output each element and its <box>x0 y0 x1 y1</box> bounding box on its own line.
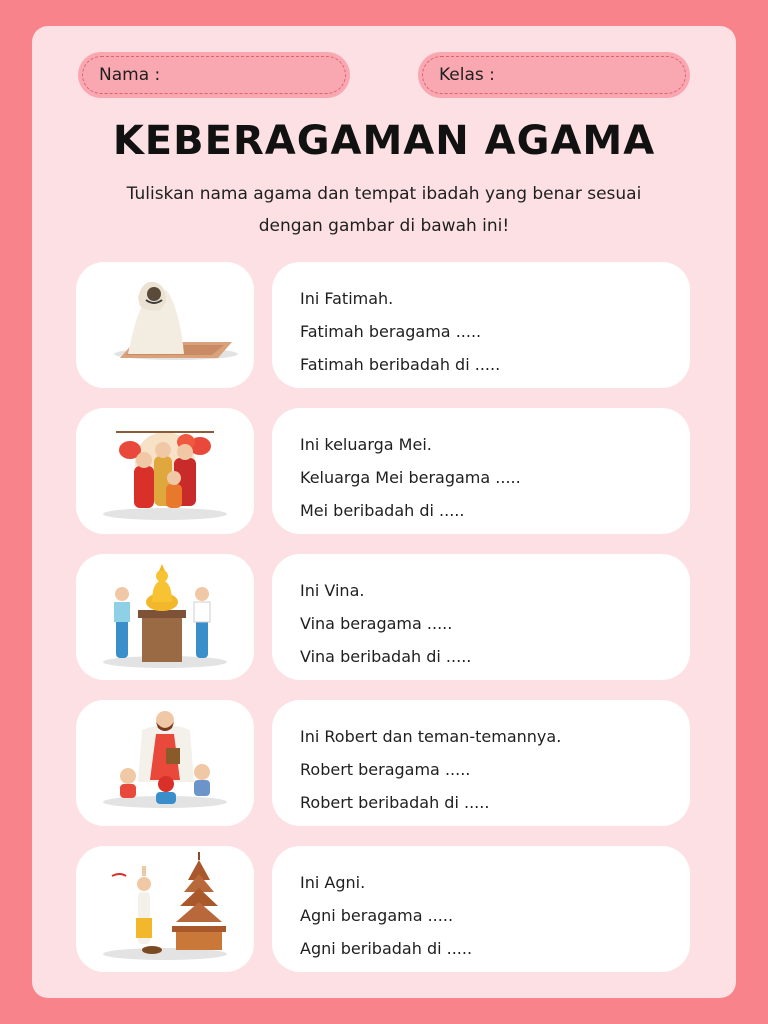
card-row <box>76 554 692 682</box>
intro-text: Ini Fatimah. <box>300 289 394 308</box>
chinese-family-icon <box>76 408 254 534</box>
intro-text: Ini Robert dan teman-temannya. <box>300 727 562 746</box>
religion-question: Vina beragama ..... <box>300 614 453 633</box>
religion-question: Fatimah beragama ..... <box>300 322 482 341</box>
worship-place-question: Mei beribadah di ..... <box>300 501 465 520</box>
intro-text: Ini keluarga Mei. <box>300 435 432 454</box>
priest-children-icon <box>76 700 254 826</box>
worksheet <box>32 26 736 998</box>
card-row <box>76 408 692 536</box>
name-label: Nama : <box>99 65 161 85</box>
text-card <box>272 262 690 388</box>
text-card <box>272 700 690 826</box>
page-title: KEBERAGAMAN AGAMA <box>112 118 656 164</box>
religion-question: Keluarga Mei beragama ..... <box>300 468 521 487</box>
card-row <box>76 700 692 828</box>
image-card <box>76 408 254 534</box>
instruction <box>92 178 676 242</box>
image-card <box>76 700 254 826</box>
text-card <box>272 554 690 680</box>
worship-place-question: Fatimah beribadah di ..... <box>300 355 501 374</box>
name-field-border <box>82 56 346 94</box>
religion-question: Robert beragama ..... <box>300 760 471 779</box>
intro-text: Ini Vina. <box>300 581 365 600</box>
card-row <box>76 846 692 974</box>
buddha-statue-icon <box>76 554 254 680</box>
worship-place-question: Robert beribadah di ..... <box>300 793 490 812</box>
class-field-border <box>422 56 686 94</box>
intro-text: Ini Agni. <box>300 873 366 892</box>
text-card <box>272 408 690 534</box>
image-card <box>76 262 254 388</box>
text-card <box>272 846 690 972</box>
instruction-line-1: Tuliskan nama agama dan tempat ibadah yang benar sesuai <box>126 184 642 204</box>
balinese-temple-icon <box>76 846 254 972</box>
praying-woman-icon <box>76 262 254 388</box>
instruction-line-2: dengan gambar di bawah ini! <box>258 216 510 236</box>
name-field[interactable] <box>78 52 350 98</box>
image-card <box>76 846 254 972</box>
image-card <box>76 554 254 680</box>
worship-place-question: Agni beribadah di ..... <box>300 939 473 958</box>
religion-question: Agni beragama ..... <box>300 906 454 925</box>
worship-place-question: Vina beribadah di ..... <box>300 647 472 666</box>
class-field[interactable] <box>418 52 690 98</box>
card-row <box>76 262 692 390</box>
class-label: Kelas : <box>439 65 495 85</box>
